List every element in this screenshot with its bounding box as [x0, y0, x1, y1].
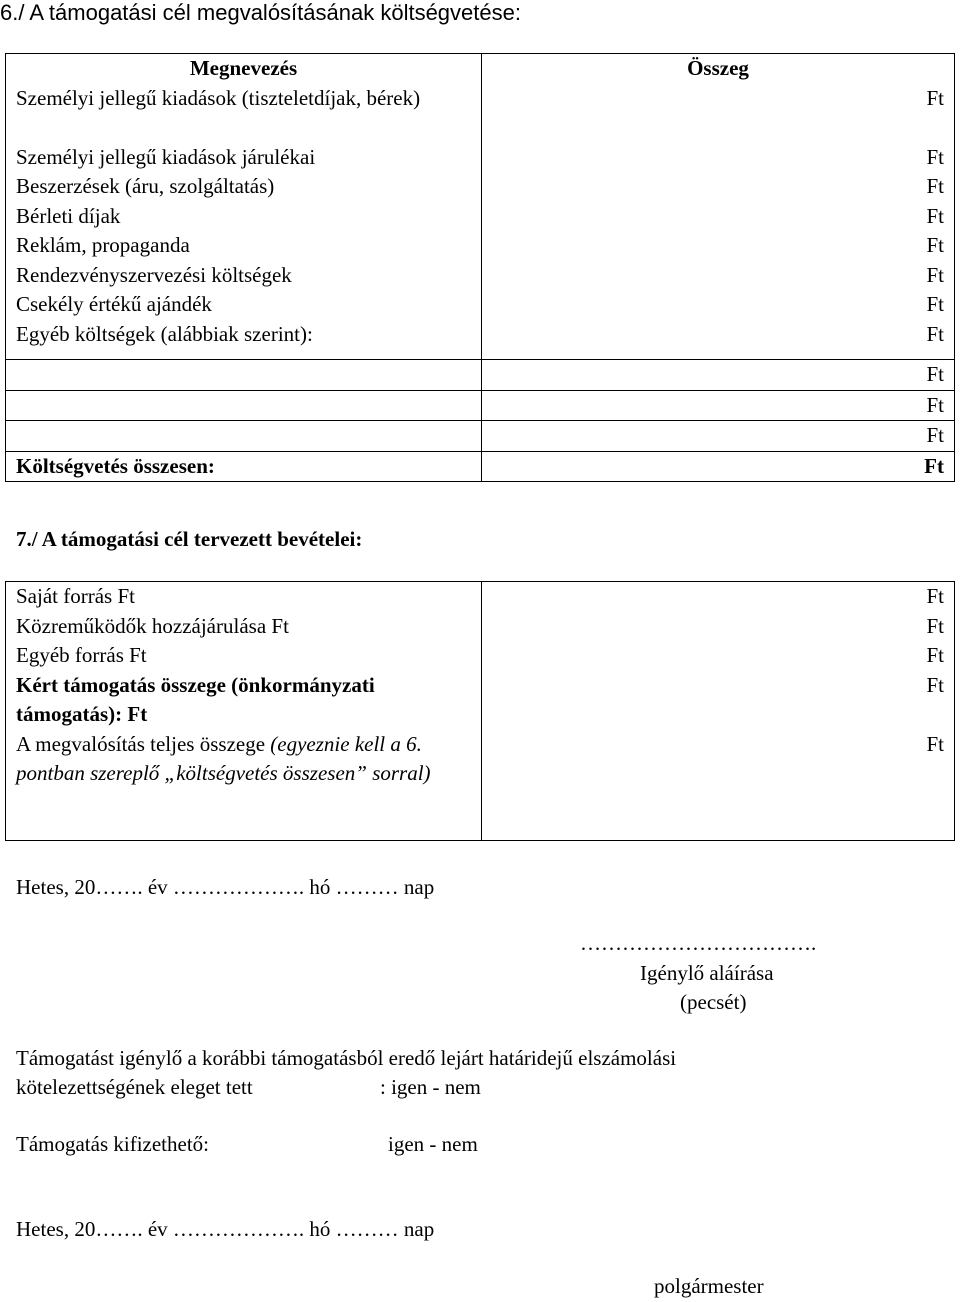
budget-item-label[interactable]: Rendezvényszervezési költségek: [16, 262, 292, 287]
full-amount-label: A megvalósítás teljes összege: [16, 731, 266, 756]
total-unit[interactable]: Ft: [924, 453, 944, 478]
amount-unit[interactable]: Ft: [926, 144, 944, 169]
section7-title: 7./ A támogatási cél tervezett bevételei:: [16, 527, 363, 551]
signature-stamp: (pecsét): [680, 990, 747, 1014]
payable-choice[interactable]: igen - nem: [388, 1132, 478, 1156]
signature-name: Igénylő aláírása: [640, 961, 774, 985]
amount-unit[interactable]: Ft: [926, 362, 944, 386]
obligation-line1: Támogatást igénylő a korábbi támogatásból eredő lejárt határidejű elszámolási: [16, 1046, 677, 1070]
obligation-choice[interactable]: : igen - nem: [380, 1075, 481, 1099]
obligation-label: kötelezettségének eleget tett: [16, 1075, 253, 1099]
amount-unit[interactable]: Ft: [926, 203, 944, 228]
col-amount-header: Összeg: [687, 56, 749, 80]
payable-label: Támogatás kifizethető:: [16, 1132, 210, 1156]
amount-unit[interactable]: Ft: [926, 262, 944, 287]
budget-item-label[interactable]: Személyi jellegű kiadások járulékai: [16, 144, 316, 169]
amount-unit[interactable]: Ft: [926, 584, 944, 608]
amount-unit[interactable]: Ft: [926, 731, 944, 756]
income-item-label[interactable]: Közreműködők hozzájárulása Ft: [16, 613, 289, 638]
other-cost-row: [6, 421, 955, 452]
amount-unit[interactable]: Ft: [926, 423, 944, 447]
budget-item-label[interactable]: Csekély értékű ajándék: [16, 292, 212, 316]
amount-unit[interactable]: Ft: [926, 392, 944, 417]
budget-total-row: [6, 451, 955, 482]
amount-unit[interactable]: Ft: [926, 174, 944, 198]
signature-dots[interactable]: …………………………….: [580, 931, 817, 955]
budget-item-label[interactable]: Beszerzések (áru, szolgáltatás): [16, 174, 275, 198]
amount-unit[interactable]: Ft: [926, 233, 944, 257]
budget-item-label[interactable]: Egyéb költségek (alábbiak szerint):: [16, 321, 313, 346]
amount-unit[interactable]: Ft: [926, 85, 944, 110]
income-item-label[interactable]: Saját forrás Ft: [16, 584, 135, 608]
mayor-date-line[interactable]: Hetes, 20……. év ………………. hó ……… nap: [16, 1217, 435, 1241]
amount-unit[interactable]: Ft: [926, 643, 944, 667]
income-table: [5, 581, 955, 841]
col-name-header: Megnevezés: [189, 56, 298, 80]
full-amount-block: [16, 730, 471, 789]
income-row: [6, 582, 955, 841]
signature-date-line[interactable]: Hetes, 20……. év ………………. hó ……… nap: [16, 875, 435, 899]
income-item-label[interactable]: Egyéb forrás Ft: [16, 643, 147, 667]
full-amount-note: (egyeznie kell a 6. pontban szereplő „költségvetés összesen” sorral): [16, 731, 431, 785]
other-cost-row: [6, 390, 955, 421]
other-cost-row: [6, 360, 955, 391]
total-label: Költségvetés összesen:: [16, 453, 215, 478]
budget-item-label[interactable]: Személyi jellegű kiadások (tiszteletdíjak, bérek): [16, 85, 421, 110]
requested-amount-label[interactable]: Kért támogatás összege (önkormányzati támogatás): Ft: [16, 672, 375, 726]
budget-item-label[interactable]: Reklám, propaganda: [16, 233, 190, 257]
amount-unit[interactable]: Ft: [926, 292, 944, 316]
budget-header-row: [6, 54, 955, 360]
mayor-title: polgármester: [654, 1274, 764, 1298]
section6-title: 6./ A támogatási cél megvalósításának költségvetése:: [0, 0, 521, 25]
amount-unit[interactable]: Ft: [926, 672, 944, 697]
budget-table: [5, 53, 955, 482]
amount-unit[interactable]: Ft: [926, 613, 944, 638]
amount-unit[interactable]: Ft: [926, 321, 944, 346]
budget-item-label[interactable]: Bérleti díjak: [16, 203, 121, 228]
